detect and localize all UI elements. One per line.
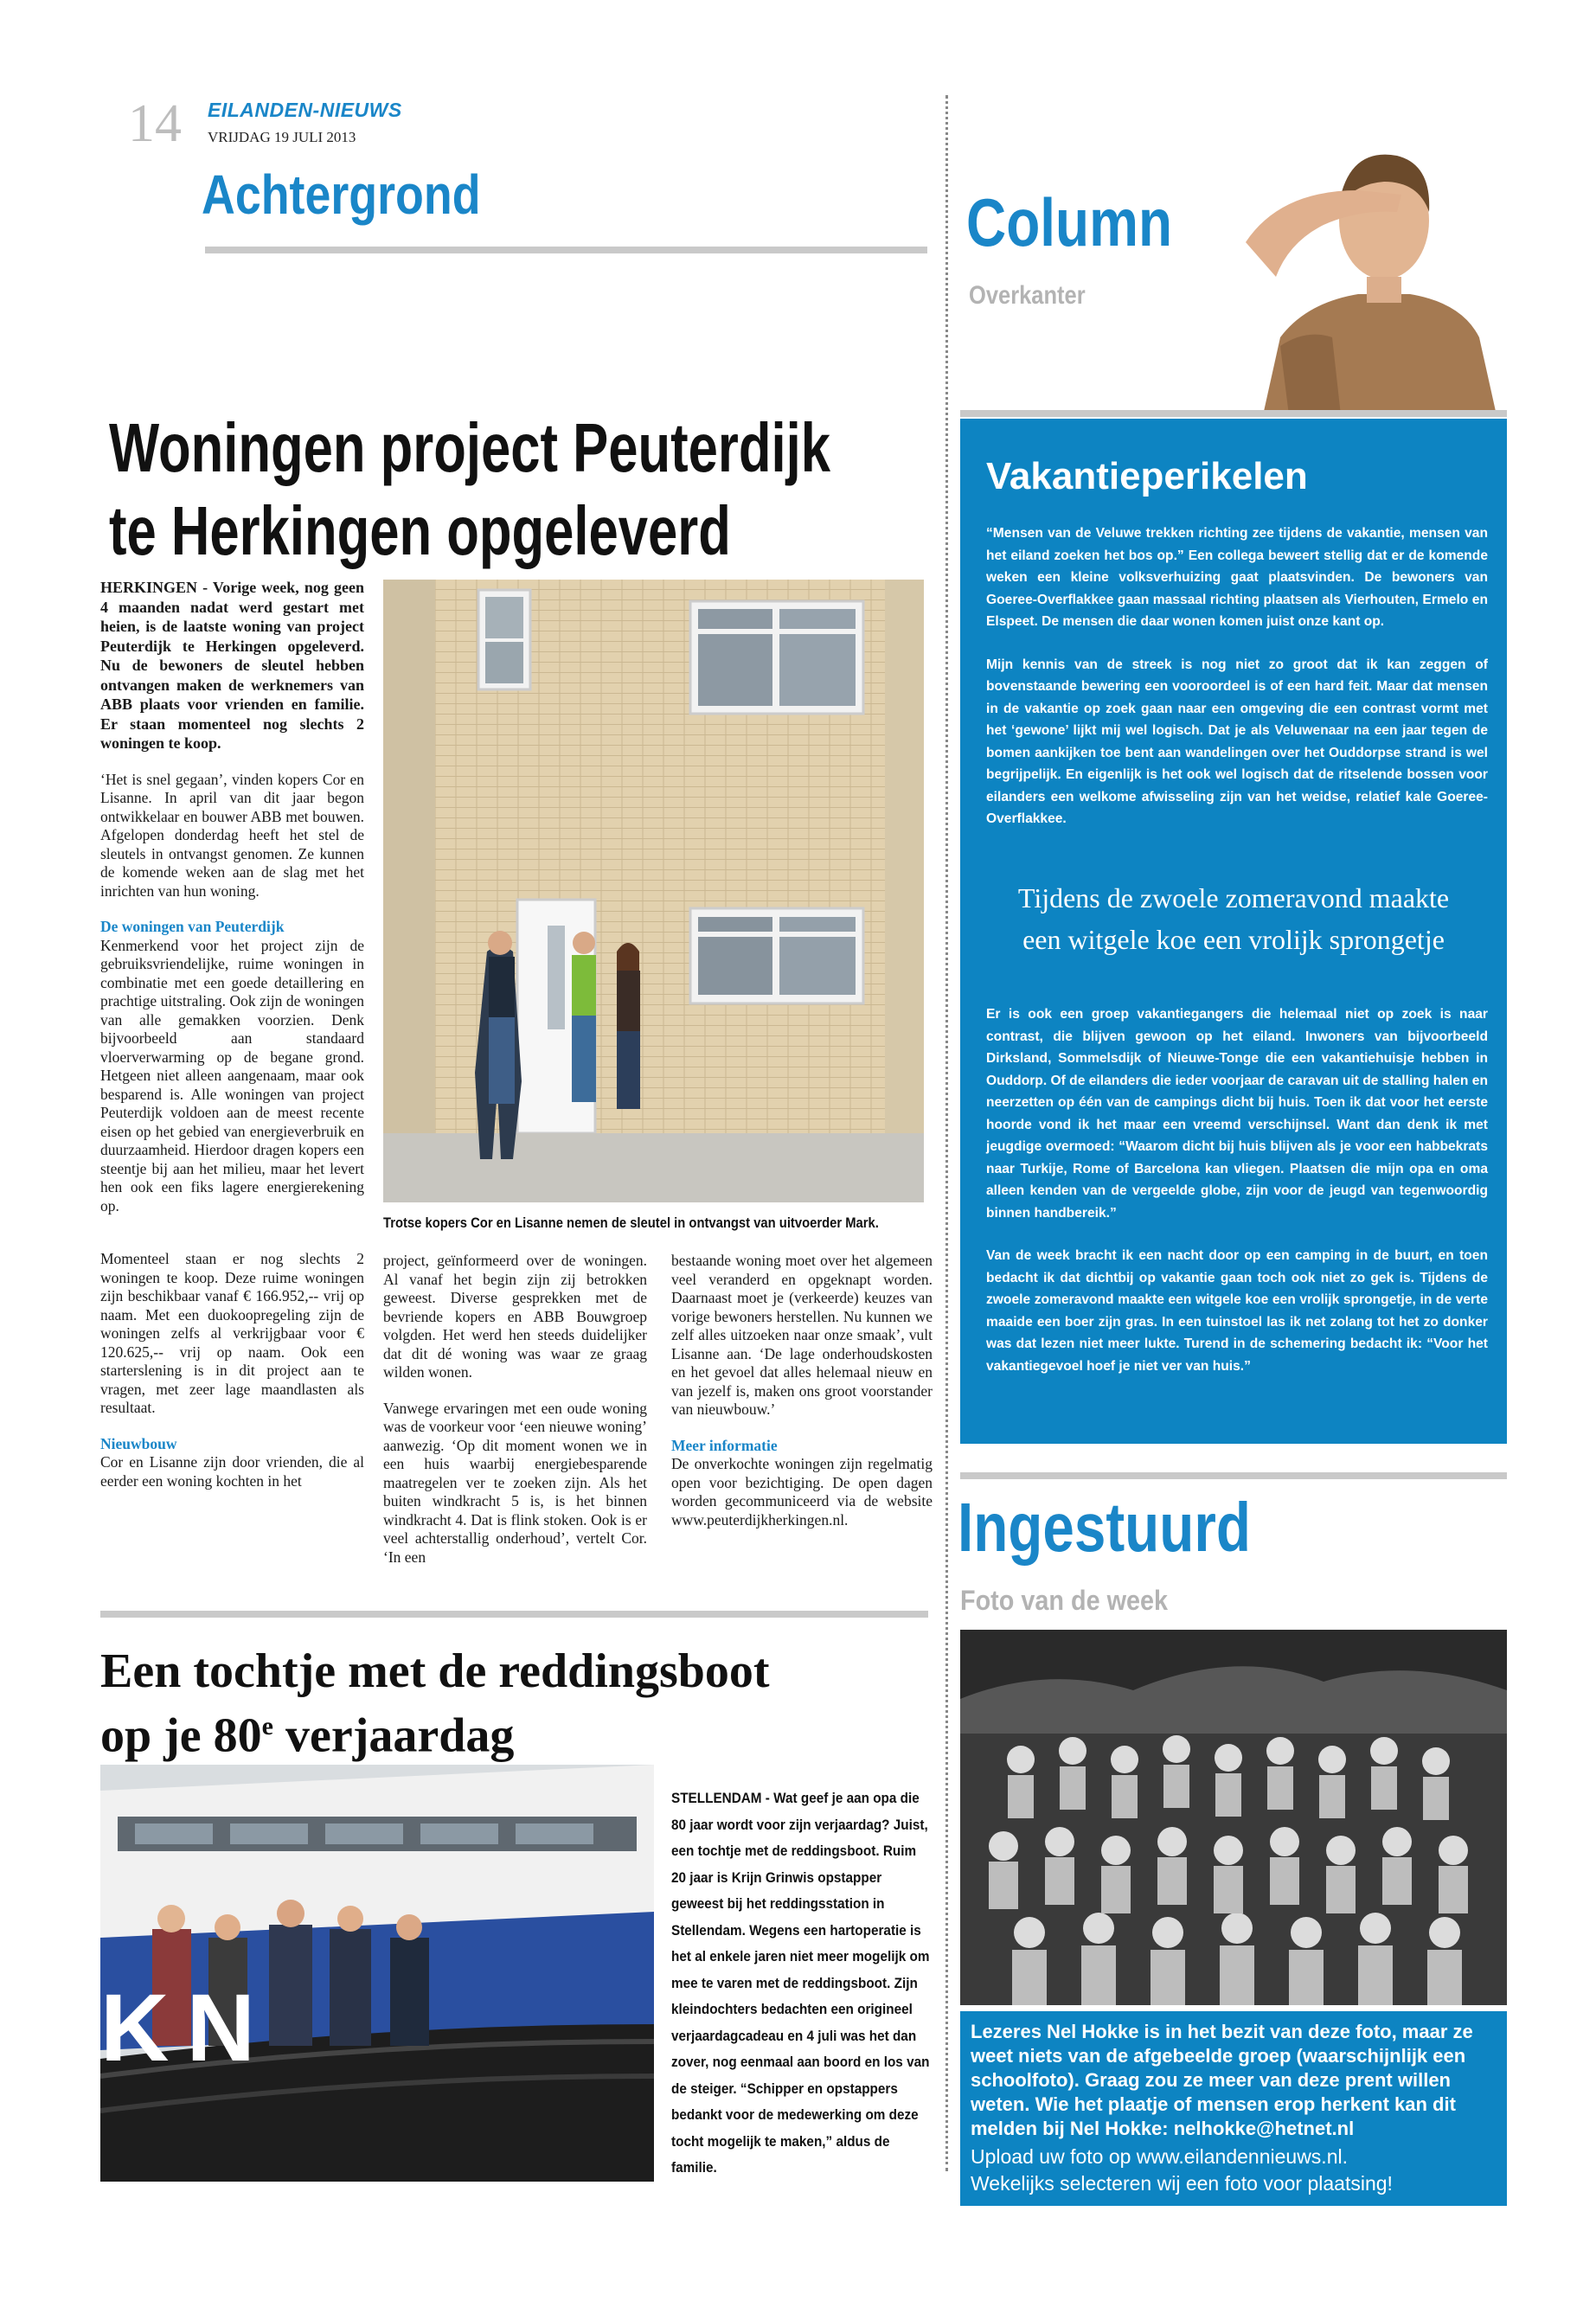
section-title-column: Column [966, 184, 1173, 260]
article1-col2-para2: Vanwege ervaringen met een oude woning was de voorkeur voor ‘een nieuwe woning’ aanwezig. ‘Op dit moment wonen we in een huis waarbij energiebesparende maatregelen ver te zoeken zijn. Als het buiten windkracht 5 is, is het binnen windkracht 4. Dat is flink stoken. Ook is er veel achterstallig onderhoud’, vertelt Cor. ‘In een [383, 1399, 647, 1566]
article1-col3-para2: De onverkochte woningen zijn regelmatig open voor bezichtiging. De open dagen worden gecommuniceerd via de website www.peuterdijkherkingen.nl. [671, 1455, 933, 1529]
school-photo-caption: Lezeres Nel Hokke is in het bezit van deze foto, maar ze weet niets van de afgebeelde groep (waarschijnlijk een schoolfoto). Graag zou ze meer van deze prent willen weten. Wie het plaatje of mensen erop herkent kan dit melden bij Nel Hokke: nelhokke@hetnet.nl [971, 2021, 1473, 2139]
column-subtitle: Overkanter [969, 281, 1086, 310]
article1-para3: Momenteel staan er nog slechts 2 woningen te koop. Deze ruime woningen zijn beschikbaar vanaf € 166.952,-- vrij op naam. Met een duokoopregeling zijn de woningen zelfs al verkrijgbaar voor € 120.625,-- vrij op naam. Ook een starterslening is in dit project aan te vragen, met zeer lage maandlasten als resultaat. [100, 1250, 364, 1416]
article1-column2 [383, 1252, 647, 1584]
header-rule-left [205, 247, 927, 253]
column-box [960, 419, 1507, 1444]
column-para4: Van de week bracht ik een nacht door op een camping in de buurt, en toen bedacht ik dat dichtbij op vakantie gaan toch ook niet zo gek is. Tijdens de zwoele zomeravond maakte een witgele koe een vrolijk sprongetje, in de verte maaide een boer zijn gras. In een tuinstoel las ik net zolang tot het zo donker was dat lezen niet meer lukte. Turend in de schemering bedacht ik: “Voor het vakantiegevoel hoef je niet ver van huis.” [986, 1248, 1488, 1374]
columnist-photo [1228, 130, 1509, 415]
article1-lead: HERKINGEN - Vorige week, nog geen 4 maanden nadat werd gestart met heien, is de laatste woning van project Peuterdijk te Herkingen opgeleverd. Nu de bewoners de sleutel hebben ontvangen maken de werknemers van ABB plaats voor vrienden en familie. Er staan momenteel nog slechts 2 woningen te koop. [100, 579, 364, 752]
section-title-achtergrond: Achtergrond [202, 163, 481, 226]
ingestuurd-top-rule [960, 1472, 1507, 1479]
article1-para1: ‘Het is snel gegaan’, vinden kopers Cor en Lisanne. In april van dit jaar begon ontwikkelaar en bouwer ABB met bouwen. Afgelopen donderdag heeft het stel de sleutels in ontvangst genomen. Ze kunnen de komende weken aan de slag met het inrichten van hun woning. [100, 770, 364, 900]
article1-col3-para1: bestaande woning moet over het algemeen veel veranderd en opgeknapt worden. Daarnaast moet je (verkeerde) keuzes van vorige bewoners herstellen. Nu kunnen we zelf alles uitzoeken naar onze smaak’, vult Lisanne aan. ‘De lage onderhoudskosten en het gevoel dat alles helemaal nieuw en van jezelf is, maken ons groot voorstander van nieuwbouw.’ [671, 1252, 933, 1418]
column-quote-line2: een witgele koe een vrolijk sprongetje [1022, 924, 1445, 955]
article1-para2: Kenmerkend voor het project zijn de gebruiksvriendelijke, ruime woningen in combinatie met een goede detaillering en prachtige uitstraling. Ook zijn de woningen van alle gemakken voorzien. Denk bijvoorbeeld aan standaard vloerverwarming op de begane grond. Hetgeen niet alleen aangenaam, maar ook besparend is. Alle woningen van project Peuterdijk voldoen aan de meest recente eisen op het gebied van energieverbruik en duurzaamheid. Hierdoor dragen kopers een steentje bij aan het milieu, maar het levert hen ook een fiks lagere energierekening op. [100, 936, 364, 1215]
article2-headline [100, 1644, 931, 1764]
column-quote-line1: Tijdens de zwoele zomeravond maakte [1017, 882, 1450, 913]
column-para3: Er is ook een groep vakantiegangers die helemaal niet op zoek is naar contrast, die blijven gewoon op het eiland. Inwoners van bijvoorbeeld Dirksland, Sommelsdijk of Nieuwe-Tonge die een vakantiehuisje hebben in Ouddorp. Of de eilanders die ieder voorjaar de caravan uit de stalling halen en neerzetten op één van de campings dicht bij huis. Toen ik dat voor het eerste hoorde vond ik het maar een vreemd verschijnsel. Want dan denk ik met jeugdige overmoed: “Waarom dicht bij huis blijven als je voor een habbekrats naar Turkije, Rome of Barcelona kan vliegen. Plaatsen die mijn opa en oma alleen kenden van de vergeelde globe, zijn voor de jeugd van tegenwoordig binnen handbereik.” [986, 1007, 1488, 1221]
column-para2: Mijn kennis van de streek is nog niet zo groot dat ik kan zeggen of bovenstaande bewering een vooroordeel is of een hard feit. Maar dat mensen in de vakantie op zoek gaan naar een omgeving die een contrast vormt met het ‘gewone’ lijkt mij wel logisch. Dat je als Veluwenaar na een jaar tegen de bomen aankijken toe bent aan wandelingen over het Ouddorpse strand is wel begrijpelijk. En eigenlijk is het ook wel logisch dat de ritselende bossen voor eilanders een welkome afwisseling zijn van het weidse, relatief kale Goeree-Overflakkee. [986, 657, 1488, 826]
upload-line1: Upload uw foto op www.eilandennieuws.nl. [971, 2145, 1348, 2168]
column-text-top [986, 522, 1488, 851]
article2-headline-line2-pre: op je 80 [100, 1708, 262, 1763]
page-number: 14 [128, 94, 182, 153]
column-title: Vakantieperikelen [986, 455, 1308, 497]
article1-bottom-rule [100, 1611, 928, 1618]
school-photo [960, 1630, 1507, 2005]
article1-para4: Cor en Lisanne zijn door vrienden, die al eerder een woning kochten in het [100, 1453, 364, 1490]
ingestuurd-subtitle: Foto van de week [960, 1585, 1169, 1616]
article2-headline-line2-post: verjaardag [272, 1708, 515, 1763]
lifeboat-photo [100, 1765, 654, 2182]
article2-headline-line2 [100, 1699, 931, 1764]
article1-subhead3: Meer informatie [671, 1436, 778, 1454]
column-text-bottom [986, 1003, 1488, 1398]
column-para1: “Mensen van de Veluwe trekken richting zee tijdens de vakantie, mensen van het eiland zoeken het bos op.” Een collega beweert stellig dat er de komende weken een kleine volksverhuizing gaat plaatsvinden. De bewoners van Goeree-Overflakkee gaan massaal richting plaatsen als Vierhouten, Ermelo en Elspeet. De mensen die daar wonen komen juist onze kant op. [986, 526, 1488, 629]
school-photo-caption-box [960, 2011, 1507, 2206]
article2-body: STELLENDAM - Wat geef je aan opa die 80 jaar wordt voor zijn verjaardag? Juist, een tochtje met de reddingsboot. Ruim 20 jaar is Krijn Grinwis opstapper geweest bij het reddingsstation in Stellendam. Wegens een hartoperatie is het al enkele jaren niet meer mogelijk om mee te varen met de reddingsboot. Zijn kleindochters bedachten een origineel verjaardagcadeau en 4 juli was het dan zover, nog eenmaal aan boord en los van de steiger. “Schipper en opstappers bedankt voor de medewerking om deze tocht mogelijk te maken,” aldus de familie. [671, 1790, 930, 2176]
lifeboat-letters: KN [100, 1975, 272, 2081]
article2-headline-sup: e [261, 1712, 273, 1740]
masthead-logo: EILANDEN-NIEUWS [208, 99, 402, 121]
ingestuurd-title: Ingestuurd [958, 1489, 1251, 1566]
article1-headline [109, 407, 942, 573]
column-separator [945, 95, 948, 2171]
article1-column1 [100, 578, 364, 1508]
article1-headline-line2: te Herkingen opgeleverd [109, 492, 731, 569]
column-pull-quote [960, 877, 1507, 960]
house-photo-caption: Trotse kopers Cor en Lisanne nemen de sleutel in ontvangst van uitvoerder Mark. [383, 1215, 879, 1231]
issue-date: VRIJDAG 19 JULI 2013 [208, 129, 356, 145]
article1-col2-para1: project, geïnformeerd over de woningen. Al vanaf het begin zijn zij betrokken geweest. Diverse gesprekken met de bevriende kopers en ABB Bouwgroep volgden. Het werd hen steeds duidelijker dat dit dé woning was waar ze graag wilden wonen. [383, 1252, 647, 1381]
article1-column3 [671, 1252, 933, 1547]
article2-headline-line1: Een tochtje met de reddingsboot [100, 1644, 770, 1698]
article1-subhead2: Nieuwbouw [100, 1434, 177, 1452]
article1-headline-line1: Woningen project Peuterdijk [109, 409, 830, 486]
house-photo [383, 580, 924, 1202]
upload-line2: Wekelijks selecteren wij een foto voor plaatsing! [971, 2172, 1393, 2195]
column-top-rule [960, 410, 1507, 417]
article1-subhead1: De woningen van Peuterdijk [100, 918, 285, 935]
